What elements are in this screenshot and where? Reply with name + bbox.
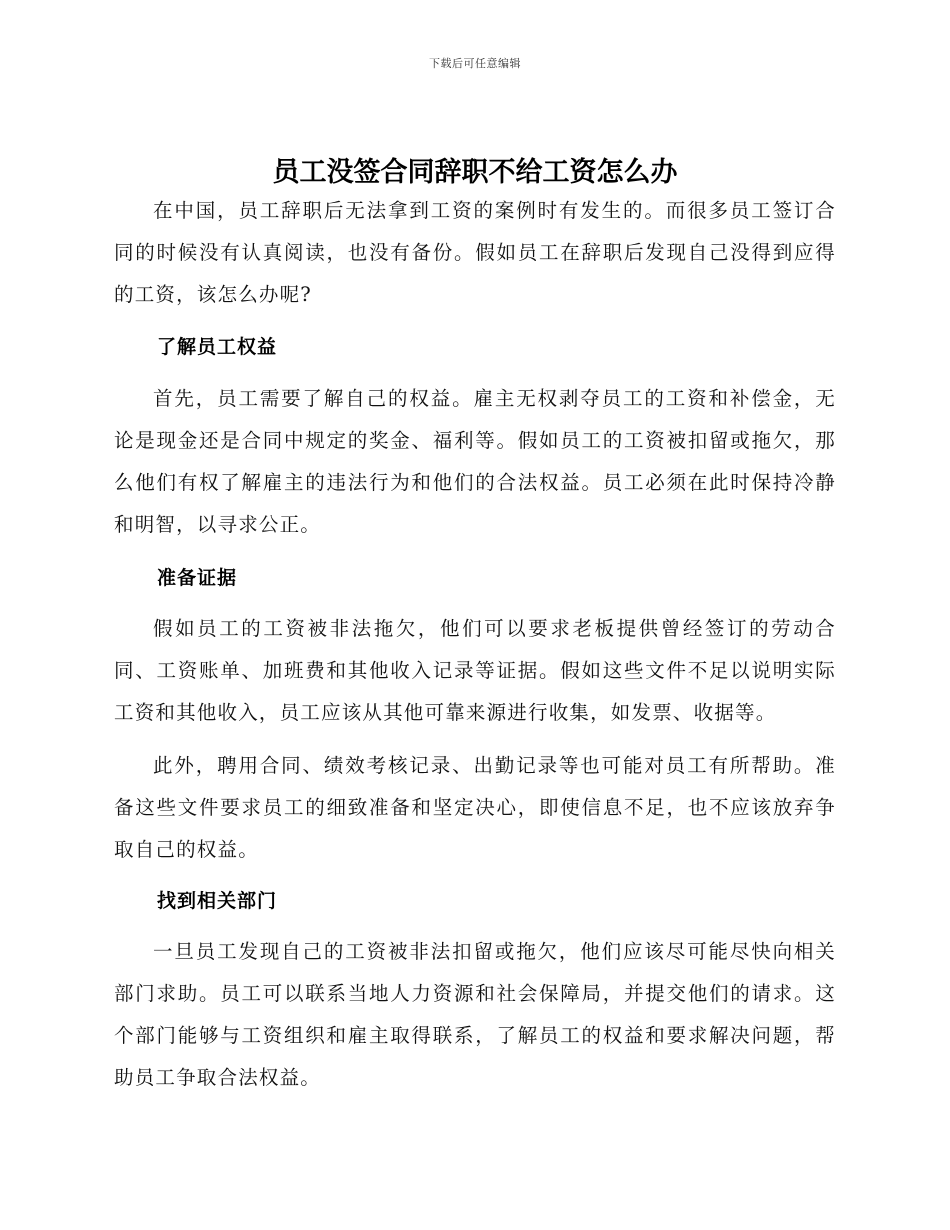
section-heading-evidence: 准备证据 — [157, 567, 238, 589]
document-title: 员工没签合同辞职不给工资怎么办 — [272, 157, 678, 188]
section-evidence-paragraph-2: 此外，聘用合同、绩效考核记录、出勤记录等也可能对员工有所帮助。准备这些文件要求员工的细致准备和坚定决心，即使信息不足，也不应该放弃争取自己的权益。 — [114, 754, 836, 861]
section-heading-departments: 找到相关部门 — [157, 890, 278, 912]
intro-paragraph: 在中国，员工辞职后无法拿到工资的案例时有发生的。而很多员工签订合同的时候没有认真阅读，也没有备份。假如员工在辞职后发现自己没得到应得的工资，该怎么办呢? — [114, 199, 836, 306]
section-heading-rights: 了解员工权益 — [157, 336, 278, 358]
section-departments-paragraph-1: 一旦员工发现自己的工资被非法扣留或拖欠，他们应该尽可能尽快向相关部门求助。员工可以联系当地人力资源和社会保障局，并提交他们的请求。这个部门能够与工资组织和雇主取得联系，了解员工的权益和要求解决问题，帮助员工争取合法权益。 — [114, 940, 836, 1089]
header-note: 下载后可任意编辑 — [429, 57, 521, 70]
section-evidence-paragraph-1: 假如员工的工资被非法拖欠，他们可以要求老板提供曾经签订的劳动合同、工资账单、加班费和其他收入记录等证据。假如这些文件不足以说明实际工资和其他收入，员工应该从其他可靠来源进行收集，如发票、收据等。 — [114, 617, 836, 724]
section-rights-paragraph-1: 首先，员工需要了解自己的权益。雇主无权剥夺员工的工资和补偿金，无论是现金还是合同中规定的奖金、福利等。假如员工的工资被扣留或拖欠，那么他们有权了解雇主的违法行为和他们的合法权益。员工必须在此时保持冷静和明智，以寻求公正。 — [114, 387, 836, 536]
